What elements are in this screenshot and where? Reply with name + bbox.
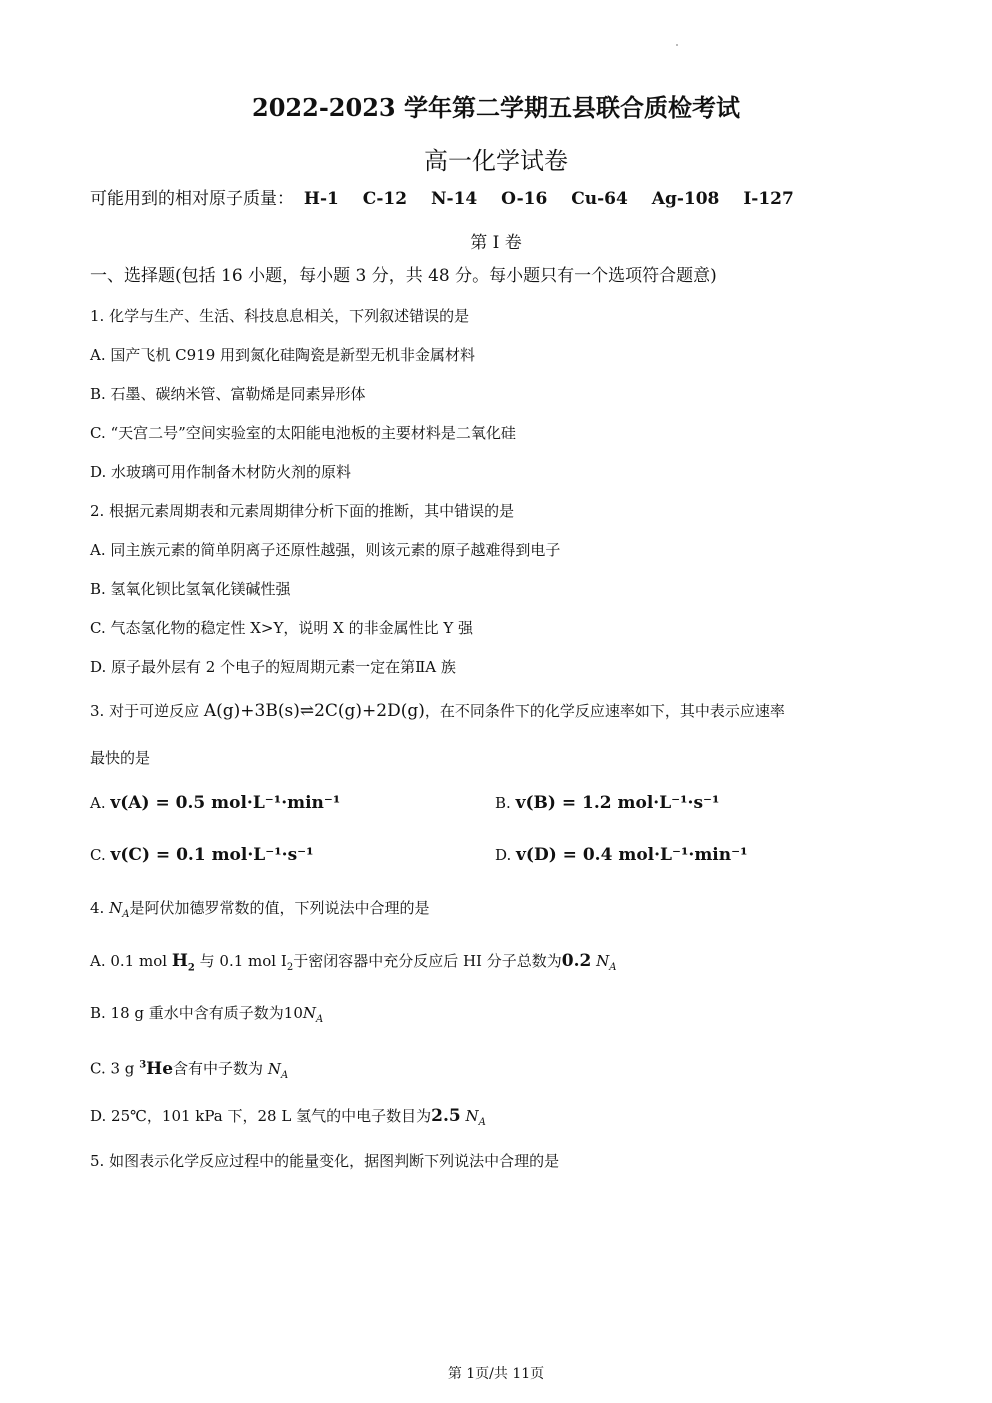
- avogadro-n: N: [267, 1059, 281, 1078]
- avogadro-sub: A: [478, 1117, 486, 1128]
- option-label: C.: [90, 846, 106, 864]
- mass-value: N-14: [430, 189, 478, 209]
- avogadro-symbol: [596, 952, 617, 973]
- mass-number: 3: [139, 1059, 147, 1070]
- mass-value: Cu-64: [571, 189, 628, 209]
- formula-sub: 2: [187, 962, 195, 974]
- avogadro-n: N: [109, 899, 123, 917]
- option-text: B. 18 g 重水中含有质子数为: [90, 1004, 284, 1022]
- avogadro-n: N: [465, 1107, 479, 1125]
- question-5-stem: 5. 如图表示化学反应过程中的能量变化，据图判断下列说法中合理的是: [90, 1152, 560, 1170]
- avogadro-sub: A: [609, 962, 617, 973]
- question-1-option-d: D. 水玻璃可用作制备木材防火剂的原料: [90, 463, 352, 481]
- avogadro-n: N: [596, 952, 610, 970]
- rate-expression: v(D) = 0.4 mol·L⁻¹·min⁻¹: [516, 845, 748, 865]
- question-4-option-a: [90, 950, 616, 979]
- rate-expression: v(A) = 0.5 mol·L⁻¹·min⁻¹: [110, 793, 341, 813]
- i2-formula: [280, 952, 294, 973]
- question-3-stem: [90, 700, 785, 722]
- question-2-option-a: A. 同主族元素的简单阴离子还原性越强，则该元素的原子越难得到电子: [90, 541, 561, 559]
- question-4-option-b: [90, 1002, 323, 1031]
- avogadro-symbol: [302, 1004, 324, 1025]
- question-3-option-d: [495, 844, 748, 866]
- volume-heading: 第 I 卷: [470, 233, 522, 253]
- option-text: C. 3 g: [90, 1059, 135, 1078]
- exam-subtitle: 高一化学试卷: [424, 147, 568, 175]
- rate-expression: v(B) = 1.2 mol·L⁻¹·s⁻¹: [515, 793, 720, 813]
- question-1-stem: 1. 化学与生产、生活、科技息息相关，下列叙述错误的是: [90, 307, 470, 325]
- reaction-equation: A(g)+3B(s)⇌2C(g)+2D(g): [203, 701, 425, 721]
- option-value: 0.2: [561, 951, 592, 971]
- element-symbol: He: [146, 1058, 174, 1079]
- question-4-option-c: [90, 1054, 288, 1087]
- formula-symbol: H: [171, 951, 188, 971]
- question-1-option-c: C. “天宫二号”空间实验室的太阳能电池板的主要材料是二氧化硅: [90, 424, 516, 442]
- exam-title: 2022-2023 学年第二学期五县联合质检考试: [252, 93, 740, 122]
- avogadro-symbol: [109, 899, 130, 920]
- question-2-option-c: C. 气态氢化物的稳定性 X>Y，说明 X 的非金属性比 Y 强: [90, 619, 474, 637]
- option-text: D. 25℃，101 kPa 下，28 L 氢气的中电子数目为: [90, 1107, 432, 1125]
- mass-value: H-1: [303, 189, 339, 209]
- formula-symbol: I: [280, 952, 287, 970]
- question-2-option-b: B. 氢氧化钡比氢氧化镁碱性强: [90, 580, 291, 598]
- mass-value: Ag-108: [651, 189, 720, 209]
- question-3-option-c: [90, 844, 314, 866]
- question-1-option-a: A. 国产飞机 C919 用到氮化硅陶瓷是新型无机非金属材料: [90, 346, 476, 364]
- avogadro-symbol: [465, 1107, 486, 1128]
- option-label: D.: [495, 846, 512, 864]
- question-4-stem: [90, 897, 429, 926]
- option-text: 与 0.1 mol: [199, 952, 277, 970]
- option-text: 于密闭容器中充分反应后 HI 分子总数为: [293, 952, 562, 970]
- atomic-masses-line: [90, 188, 812, 210]
- option-text: 含有中子数为: [173, 1059, 264, 1078]
- avogadro-sub: A: [122, 909, 130, 920]
- option-label: B.: [495, 794, 511, 812]
- question-3-stem-pre: 3. 对于可逆反应: [90, 702, 200, 720]
- question-2-option-d: D. 原子最外层有 2 个电子的短周期元素一定在第ⅡA 族: [90, 658, 456, 676]
- option-text: A. 0.1 mol: [90, 952, 168, 970]
- question-number: 4.: [90, 899, 105, 917]
- formula-sub: 2: [286, 962, 294, 973]
- option-value: 2.5: [431, 1106, 461, 1126]
- question-2-stem: 2. 根据元素周期表和元素周期律分析下面的推断，其中错误的是: [90, 502, 515, 520]
- question-3-option-a: [90, 792, 340, 814]
- avogadro-symbol: [267, 1059, 289, 1081]
- atomic-masses-label: 可能用到的相对原子质量：: [90, 189, 294, 209]
- option-label: A.: [90, 794, 106, 812]
- scan-speck: [676, 44, 678, 46]
- question-4-text: 是阿伏加德罗常数的值，下列说法中合理的是: [129, 899, 430, 917]
- question-3-stem-post: ，在不同条件下的化学反应速率如下，其中表示应速率: [424, 702, 785, 720]
- option-value: 10: [283, 1004, 303, 1022]
- mass-value: I-127: [743, 189, 794, 209]
- helium-isotope: [139, 1059, 173, 1079]
- question-1-option-b: B. 石墨、碳纳米管、富勒烯是同素异形体: [90, 385, 366, 403]
- avogadro-sub: A: [316, 1014, 324, 1025]
- page-footer: 第 1页/共 11页: [447, 1366, 545, 1382]
- section-heading: 一、选择题(包括 16 小题，每小题 3 分，共 48 分。每小题只有一个选项符合题意): [90, 266, 717, 286]
- mass-value: C-12: [362, 189, 408, 209]
- mass-value: O-16: [501, 189, 548, 209]
- atomic-masses-values: [298, 189, 812, 209]
- avogadro-sub: A: [280, 1069, 289, 1081]
- rate-expression: v(C) = 0.1 mol·L⁻¹·s⁻¹: [110, 845, 314, 865]
- h2-formula: [171, 951, 195, 974]
- question-3-option-b: [495, 792, 719, 814]
- question-3-stem-line-2: 最快的是: [90, 749, 151, 767]
- avogadro-n: N: [302, 1004, 317, 1022]
- question-4-option-d: [90, 1105, 486, 1134]
